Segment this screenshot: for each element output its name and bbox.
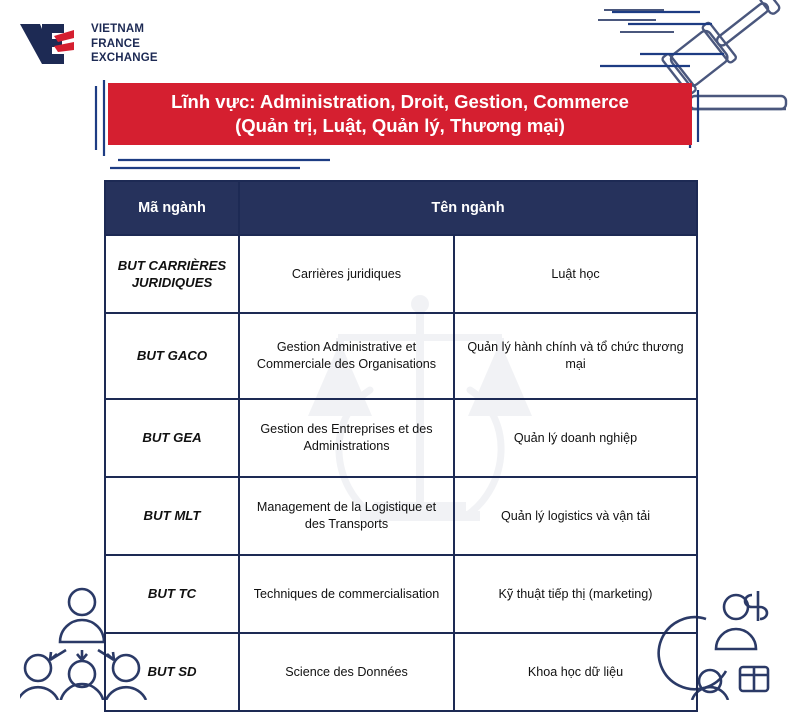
- brand-logo: [18, 20, 158, 68]
- cell-name-fr: Techniques de commercialisation: [239, 555, 454, 633]
- column-header-name: Tên ngành: [239, 181, 697, 235]
- table-header-row: [105, 181, 697, 235]
- cell-code: BUT SD: [105, 633, 239, 711]
- title-banner: [108, 83, 692, 145]
- column-header-code: Mã ngành: [105, 181, 239, 235]
- vfe-monogram-icon: [18, 20, 82, 68]
- title-banner-zone: [100, 78, 700, 158]
- cell-code: BUT TC: [105, 555, 239, 633]
- cell-name-fr: Science des Données: [239, 633, 454, 711]
- cell-name-vi: Quản lý doanh nghiệp: [454, 399, 697, 477]
- table-row: [105, 555, 697, 633]
- cell-name-fr: Gestion des Entreprises et des Administrations: [239, 399, 454, 477]
- table-body: [105, 235, 697, 711]
- cell-name-fr: Management de la Logistique et des Transports: [239, 477, 454, 555]
- cell-code: BUT CARRIÈRES JURIDIQUES: [105, 235, 239, 313]
- table-row: [105, 235, 697, 313]
- cell-name-vi: Quản lý logistics và vận tải: [454, 477, 697, 555]
- table-row: [105, 313, 697, 399]
- logo-line-3: EXCHANGE: [91, 52, 158, 65]
- cell-name-vi: Luật học: [454, 235, 697, 313]
- table-row: [105, 633, 697, 711]
- logo-line-1: VIETNAM: [91, 22, 145, 35]
- table-head: [105, 181, 697, 235]
- cell-code: BUT MLT: [105, 477, 239, 555]
- cell-name-vi: Khoa học dữ liệu: [454, 633, 697, 711]
- table-row: [105, 399, 697, 477]
- majors-table-wrap: [104, 180, 696, 712]
- cell-name-vi: Kỹ thuật tiếp thị (marketing): [454, 555, 697, 633]
- banner-line-1: Lĩnh vực: Administration, Droit, Gestion, Commerce: [171, 90, 629, 112]
- cell-name-fr: Carrières juridiques: [239, 235, 454, 313]
- cell-code: BUT GEA: [105, 399, 239, 477]
- logo-text: [91, 22, 158, 66]
- majors-table: [104, 180, 698, 712]
- cell-name-vi: Quản lý hành chính và tổ chức thương mại: [454, 313, 697, 399]
- cell-name-fr: Gestion Administrative et Commerciale des Organisations: [239, 313, 454, 399]
- logo-line-2: FRANCE: [91, 37, 141, 50]
- banner-line-2: (Quản trị, Luật, Quản lý, Thương mại): [235, 115, 565, 136]
- cell-code: BUT GACO: [105, 313, 239, 399]
- table-row: [105, 477, 697, 555]
